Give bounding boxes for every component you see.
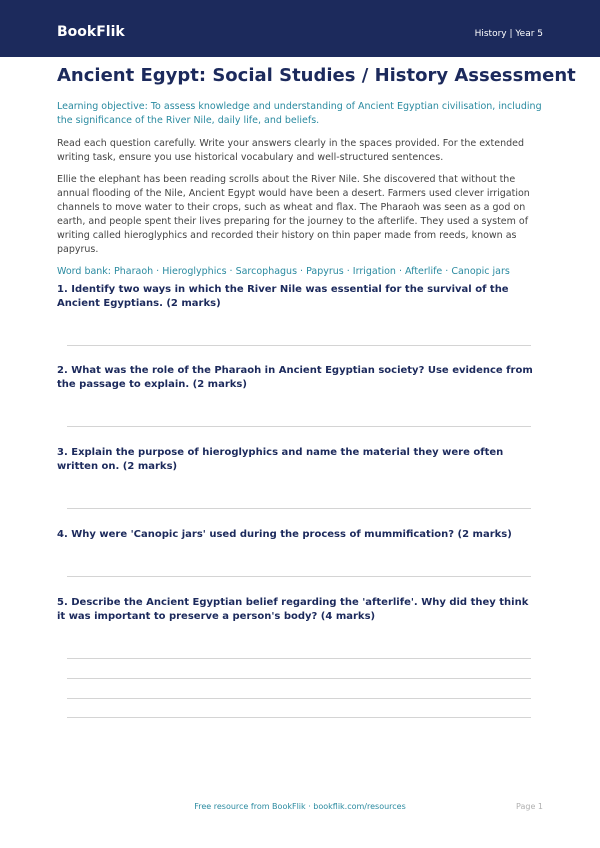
answer-line[interactable] (67, 658, 531, 659)
question-1: 1. Identify two ways in which the River Nile was essential for the survival of the Ancient Egyptians. (2 marks) (57, 284, 509, 309)
brand-logo: BookFlik (57, 24, 125, 40)
word-bank: Word bank: Pharaoh · Hieroglyphics · Sarcophagus · Papyrus · Irrigation · Afterlife · Canopic jars (57, 266, 510, 277)
question-3: 3. Explain the purpose of hieroglyphics and name the material they were often written on. (2 marks) (57, 447, 504, 472)
subject-year-label: History | Year 5 (474, 29, 543, 39)
resource-link[interactable]: Free resource from BookFlik · bookflik.com/resources (194, 802, 406, 811)
answer-line[interactable] (67, 576, 531, 577)
learning-objective: Learning objective: To assess knowledge and understanding of Ancient Egyptian civilisation, including the significance of the River Nile, daily life, and beliefs. (57, 101, 542, 126)
answer-line[interactable] (67, 698, 531, 699)
intro-section (57, 64, 576, 279)
answer-line[interactable] (67, 345, 531, 346)
instructions-text: Read each question carefully. Write your answers clearly in the spaces provided. For the extended writing task, ensure you use historical vocabulary and well-structured sentences. (57, 138, 525, 163)
page-header (0, 0, 600, 57)
reading-passage: Ellie the elephant has been reading scrolls about the River Nile. She discovered that without the annual flooding of the Nile, Ancient Egypt would have been a desert. Farmers used clever irrigation channels to move water to their crops, such as wheat and flax. The Pharaoh was seen as a god on earth, and people spent their lives preparing for the journey to the afterlife. They used a system of writing called hieroglyphics and recorded their history on thin paper made from reeds, known as papyrus. (57, 174, 530, 255)
answer-line[interactable] (67, 508, 531, 509)
answer-line[interactable] (67, 717, 531, 718)
page-number: Page 1 (516, 802, 543, 811)
question-4: 4. Why were 'Canopic jars' used during the process of mummification? (2 marks) (57, 529, 512, 540)
page-title: Ancient Egypt: Social Studies / History Assessment (57, 65, 576, 86)
question-5: 5. Describe the Ancient Egyptian belief regarding the 'afterlife'. Why did they think it was important to preserve a person's body? (4 marks) (57, 597, 529, 622)
answer-line[interactable] (67, 678, 531, 679)
question-2: 2. What was the role of the Pharaoh in Ancient Egyptian society? Use evidence from the passage to explain. (2 marks) (57, 365, 533, 390)
answer-line[interactable] (67, 426, 531, 427)
